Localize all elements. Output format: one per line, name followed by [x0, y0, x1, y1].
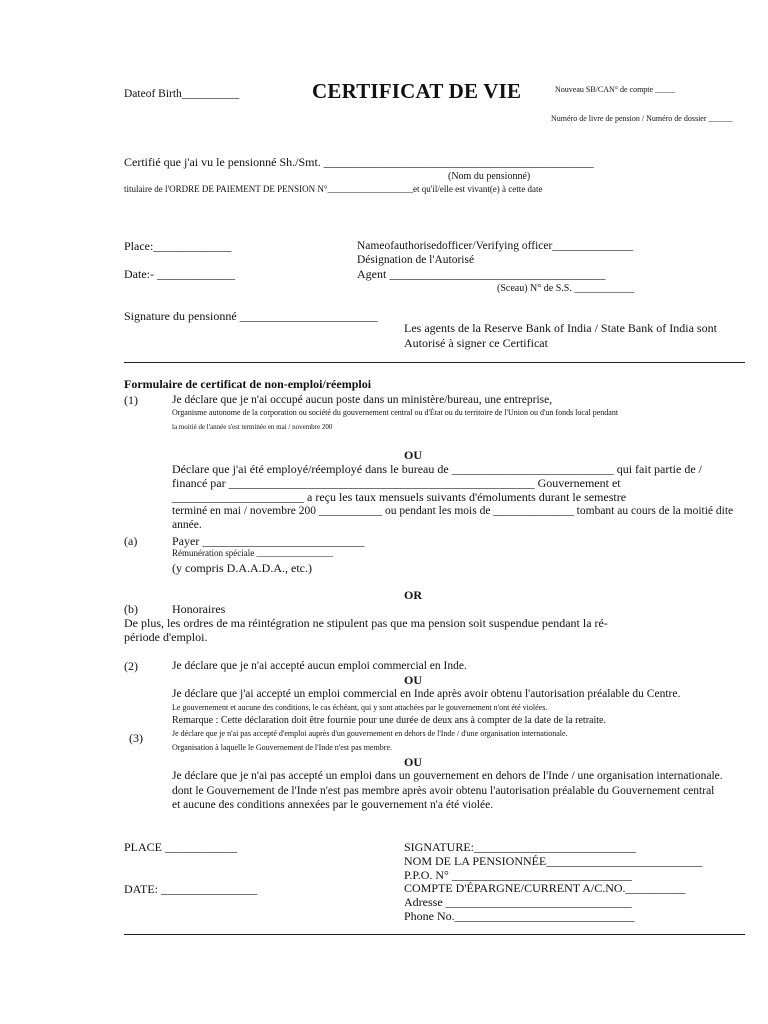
date-field: Date:- _____________	[124, 267, 235, 281]
reinstatement-note-2: période d'emploi.	[124, 630, 208, 644]
pay-field: Payer ___________________________	[172, 534, 365, 548]
clause-2-number: (2)	[124, 659, 138, 673]
ppo-number-field: P.P.O. N° ______________________________	[404, 868, 632, 882]
ou-separator-2: OU	[404, 673, 422, 687]
address-field: Adresse _______________________________	[404, 895, 632, 909]
pensioner-signature-field: Signature du pensionné _______________________	[124, 309, 378, 323]
agent-field: Agent ____________________________________	[357, 267, 606, 281]
form-heading: Formulaire de certificat de non-emploi/réemploi	[124, 377, 372, 391]
clause-2-conditions: Le gouvernement et aucune des conditions, le cas échéant, qui y sont attachées par le gouvernement n'ont été violées.	[172, 703, 548, 712]
clause-2-remark: Remarque : Cette déclaration doit être fournie pour une durée de deux ans à compter de la date de la retraite.	[172, 715, 606, 726]
footer-place-field: PLACE ____________	[124, 840, 238, 854]
honoraria-label: Honoraires	[172, 602, 226, 616]
employed-declaration-5: année.	[172, 519, 202, 531]
clause-3-alt-text-3: et aucune des conditions annexées par le gouvernement n'a été violée.	[172, 799, 494, 811]
authorised-officer-field: Nameofauthorisedofficer/Verifying officer______________	[357, 240, 633, 252]
pension-book-number-field: Numéro de livre de pension / Numéro de dossier ______	[551, 114, 733, 123]
footer-divider	[124, 934, 745, 935]
employed-declaration-1: Déclare que j'ai été employé/réemployé dans le bureau de ___________________________ qui fait partie de /	[172, 462, 702, 476]
clause-3-text: Je déclare que je n'ai pas accepté d'emploi auprès d'un gouvernement en dehors de l'Inde / d'une organisation internationale.	[172, 729, 568, 738]
phone-field: Phone No.______________________________	[404, 909, 635, 923]
clause-1-text: Je déclare que je n'ai occupé aucun poste dans un ministère/bureau, une entreprise,	[172, 394, 553, 406]
pensioner-name-field: NOM DE LA PENSIONNÉE__________________________	[404, 854, 703, 868]
account-number-field: Nouveau SB/CAN° de compte _____	[555, 85, 676, 94]
item-b-label: (b)	[124, 602, 138, 616]
clause-3-number: (3)	[129, 731, 143, 745]
footer-date-field: DATE: ________________	[124, 882, 257, 896]
ou-separator-3: OU	[404, 755, 422, 769]
pensioner-name-line: Certifié que j'ai vu le pensionné Sh./Smt. _____________________________________________	[124, 155, 594, 169]
account-field: COMPTE D'ÉPARGNE/CURRENT A/C.NO.__________	[404, 881, 686, 895]
pensioner-name-caption: (Nom du pensionné)	[448, 171, 531, 182]
clause-1-text-2: Organisme autonome de la corporation ou société du gouvernement central ou d'État ou du territoire de l'Union ou d'un fonds local pendant	[172, 408, 619, 417]
clause-3-alt-text: Je déclare que je n'ai pas accepté un emploi dans un gouvernement en dehors de l'Inde / une organisation internationale.	[172, 770, 723, 782]
clause-2-text: Je déclare que je n'ai accepté aucun emploi commercial en Inde.	[172, 660, 467, 672]
place-field: Place:_____________	[124, 239, 232, 253]
document-title: CERTIFICAT DE VIE	[312, 79, 522, 103]
daada-note: (y compris D.A.A.D.A., etc.)	[172, 561, 312, 575]
authorised-banks-note-2: Autorisé à signer ce Certificat	[404, 336, 548, 350]
section-divider	[124, 362, 745, 363]
reinstatement-note: De plus, les ordres de ma réintégration ne stipulent pas que ma pension soit suspendue pendant la ré-	[124, 616, 608, 630]
designation-label: Désignation de l'Autorisé	[357, 254, 475, 266]
employed-declaration-3: ______________________ a reçu les taux mensuels suivants d'émoluments durant le semestre	[172, 490, 627, 504]
authorised-banks-note: Les agents de la Reserve Bank of India / State Bank of India sont	[404, 321, 717, 335]
seal-field: (Sceau) N° de S.S. ____________	[497, 283, 635, 294]
clause-1-text-3: la moitié de l'année s'est terminée en mai / novembre 200	[172, 423, 333, 431]
ppo-holder-line: titulaire de l'ORDRE DE PAIEMENT DE PENSION N°___________________et qu'il/elle est vivant(e) à cette date	[124, 184, 543, 194]
clause-2-alt-text: Je déclare que j'ai accepté un emploi commercial en Inde après avoir obtenu l'autorisation préalable du Centre.	[172, 688, 681, 700]
footer-signature-field: SIGNATURE:___________________________	[404, 840, 637, 854]
ou-separator-1: OU	[404, 448, 422, 462]
or-separator: OR	[404, 588, 422, 602]
clause-3-alt-text-2: dont le Gouvernement de l'Inde n'est pas membre après avoir obtenu l'autorisation préalable du Gouvernement central	[172, 785, 715, 797]
employed-declaration-4: terminé en mai / novembre 200 ___________ ou pendant les mois de ______________ tombant au cours de la moitié dite	[172, 505, 734, 517]
special-remuneration-field: Rémunération spéciale _________________	[172, 548, 333, 558]
clause-3-text-2: Organisation à laquelle le Gouvernement de l'Inde n'est pas membre.	[172, 743, 392, 752]
item-a-label: (a)	[124, 534, 138, 548]
employed-declaration-2: financé par ___________________________________________________ Gouvernement et	[172, 476, 621, 490]
clause-1-number: (1)	[124, 393, 138, 407]
date-of-birth-field: Dateof Birth__________	[124, 88, 240, 100]
